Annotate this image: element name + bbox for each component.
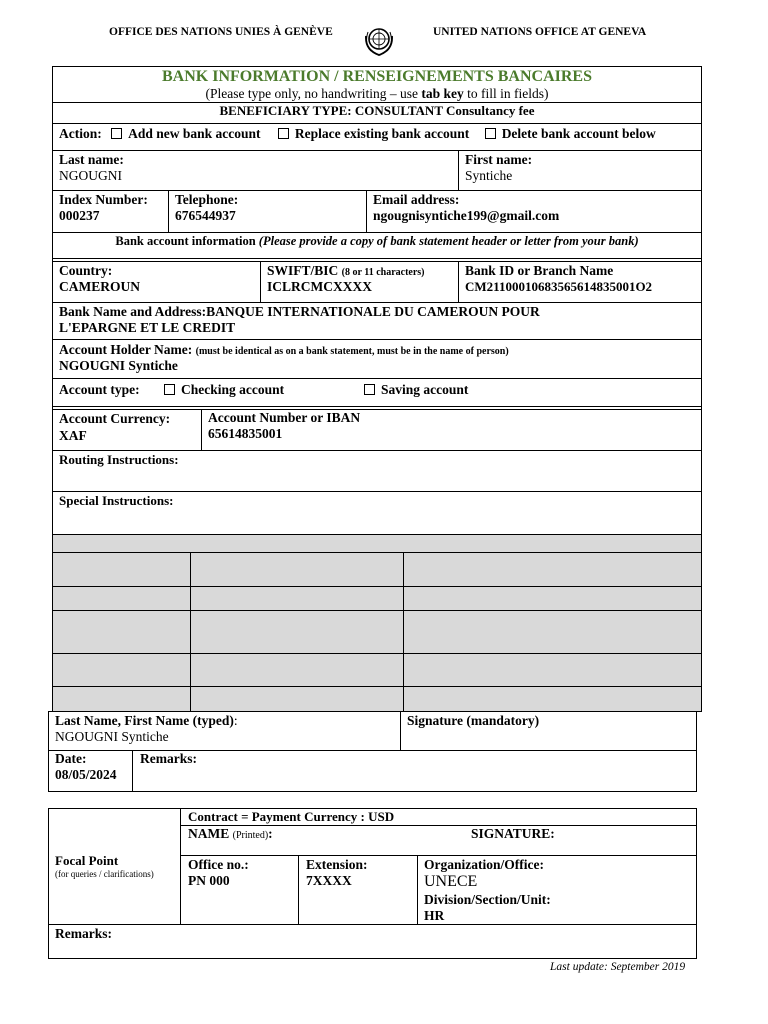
bank-name-label: Bank Name and Address: <box>59 304 207 319</box>
sign-remarks-field[interactable] <box>140 767 690 789</box>
checkbox-icon[interactable] <box>164 384 175 395</box>
country-field[interactable]: CAMEROUN <box>59 279 140 294</box>
email-label: Email address: <box>373 192 460 207</box>
focal-name-label: NAME (Printed): <box>188 826 273 841</box>
header-left: OFFICE DES NATIONS UNIES À GENÈVE <box>109 26 333 38</box>
org-field[interactable]: UNECE <box>424 873 478 890</box>
index-field[interactable]: 000237 <box>59 208 100 223</box>
telephone-field[interactable]: 676544937 <box>175 208 236 223</box>
first-name-label: First name: <box>465 152 533 167</box>
action-delete[interactable]: Delete bank account below <box>485 126 656 141</box>
routing-label: Routing Instructions: <box>59 452 179 467</box>
office-label: Office no.: <box>188 857 249 872</box>
account-type-saving[interactable]: Saving account <box>364 382 468 398</box>
telephone-label: Telephone: <box>175 192 239 207</box>
last-name-label: Last name: <box>59 152 124 167</box>
office-field[interactable]: PN 000 <box>188 873 230 888</box>
beneficiary-type: BENEFICIARY TYPE: CONSULTANT Consultancy fee <box>219 103 535 118</box>
checkbox-icon[interactable] <box>278 128 289 139</box>
extension-label: Extension: <box>306 857 368 872</box>
signature-label: Signature (mandatory) <box>407 713 540 728</box>
account-number-field[interactable]: 65614835001 <box>208 426 283 441</box>
division-label: Division/Section/Unit: <box>424 892 551 907</box>
holder-label: Account Holder Name: (must be identical as on a bank statement, must be in the name of person) <box>59 342 509 357</box>
sign-remarks-label: Remarks: <box>140 751 197 766</box>
form-title: BANK INFORMATION / RENSEIGNEMENTS BANCAIRES <box>162 68 592 85</box>
first-name-field[interactable]: Syntiche <box>465 168 513 183</box>
focal-remarks-label: Remarks: <box>55 926 112 941</box>
action-replace[interactable]: Replace existing bank account <box>278 126 469 141</box>
index-label: Index Number: <box>59 192 148 207</box>
action-label: Action: <box>59 126 102 141</box>
extension-field[interactable]: 7XXXX <box>306 873 352 888</box>
swift-label: SWIFT/BIC (8 or 11 characters) <box>267 263 425 278</box>
tab-key-text: tab key <box>421 86 464 101</box>
checkbox-icon[interactable] <box>111 128 122 139</box>
focal-name-field[interactable] <box>285 826 460 844</box>
special-field[interactable] <box>60 509 690 533</box>
bank-id-field[interactable]: CM21100010683565614835001O2 <box>465 279 653 294</box>
focal-remarks-field[interactable] <box>55 942 690 957</box>
org-label: Organization/Office: <box>424 857 544 872</box>
form-instruction: (Please type only, no handwriting – use tab key to fill in fields) <box>205 86 549 101</box>
last-name-field[interactable]: NGOUGNI <box>59 168 122 183</box>
signature-field[interactable] <box>407 730 692 748</box>
currency-label: Account Currency: <box>59 411 171 426</box>
country-label: Country: <box>59 263 113 278</box>
bank-name-field[interactable]: BANQUE INTERNATIONALE DU CAMEROUN POUR <box>206 304 540 319</box>
division-field[interactable]: HR <box>424 908 445 923</box>
account-type-checking[interactable]: Checking account <box>164 382 284 398</box>
routing-field[interactable] <box>60 468 690 490</box>
checkbox-icon[interactable] <box>364 384 375 395</box>
bank-name-field-line2[interactable]: L'EPARGNE ET LE CREDIT <box>59 320 236 335</box>
contract-currency: Contract = Payment Currency : USD <box>188 809 395 824</box>
holder-field[interactable]: NGOUGNI Syntiche <box>59 358 178 373</box>
bank-info-heading: Bank account information (Please provide a copy of bank statement header or letter from your bank) <box>115 234 639 248</box>
checkbox-icon[interactable] <box>485 128 496 139</box>
gray-grid <box>53 535 701 711</box>
focal-point-note: (for queries / clarifications) <box>55 869 154 879</box>
account-type-label: Account type: <box>59 382 140 397</box>
un-emblem-icon <box>362 24 396 58</box>
bank-id-label: Bank ID or Branch Name <box>465 263 614 278</box>
focal-signature-label: SIGNATURE: <box>471 826 555 841</box>
focal-point-label: Focal Point <box>55 853 119 868</box>
currency-field[interactable]: XAF <box>59 428 87 443</box>
sign-name-label: Last Name, First Name (typed): <box>55 713 238 728</box>
last-update: Last update: September 2019 <box>550 961 686 973</box>
focal-signature-field[interactable] <box>565 826 690 844</box>
action-row <box>59 126 656 142</box>
email-field[interactable]: ngougnisyntiche199@gmail.com <box>373 208 560 223</box>
action-add[interactable]: Add new bank account <box>111 126 260 141</box>
bank-name-row <box>59 304 540 320</box>
account-number-label: Account Number or IBAN <box>208 410 361 425</box>
special-label: Special Instructions: <box>59 493 174 508</box>
swift-field[interactable]: ICLRCMCXXXX <box>267 279 372 294</box>
date-label: Date: <box>55 751 87 766</box>
header-right: UNITED NATIONS OFFICE AT GENEVA <box>433 26 647 38</box>
date-field[interactable]: 08/05/2024 <box>55 767 117 782</box>
sign-name-field[interactable]: NGOUGNI Syntiche <box>55 729 169 744</box>
